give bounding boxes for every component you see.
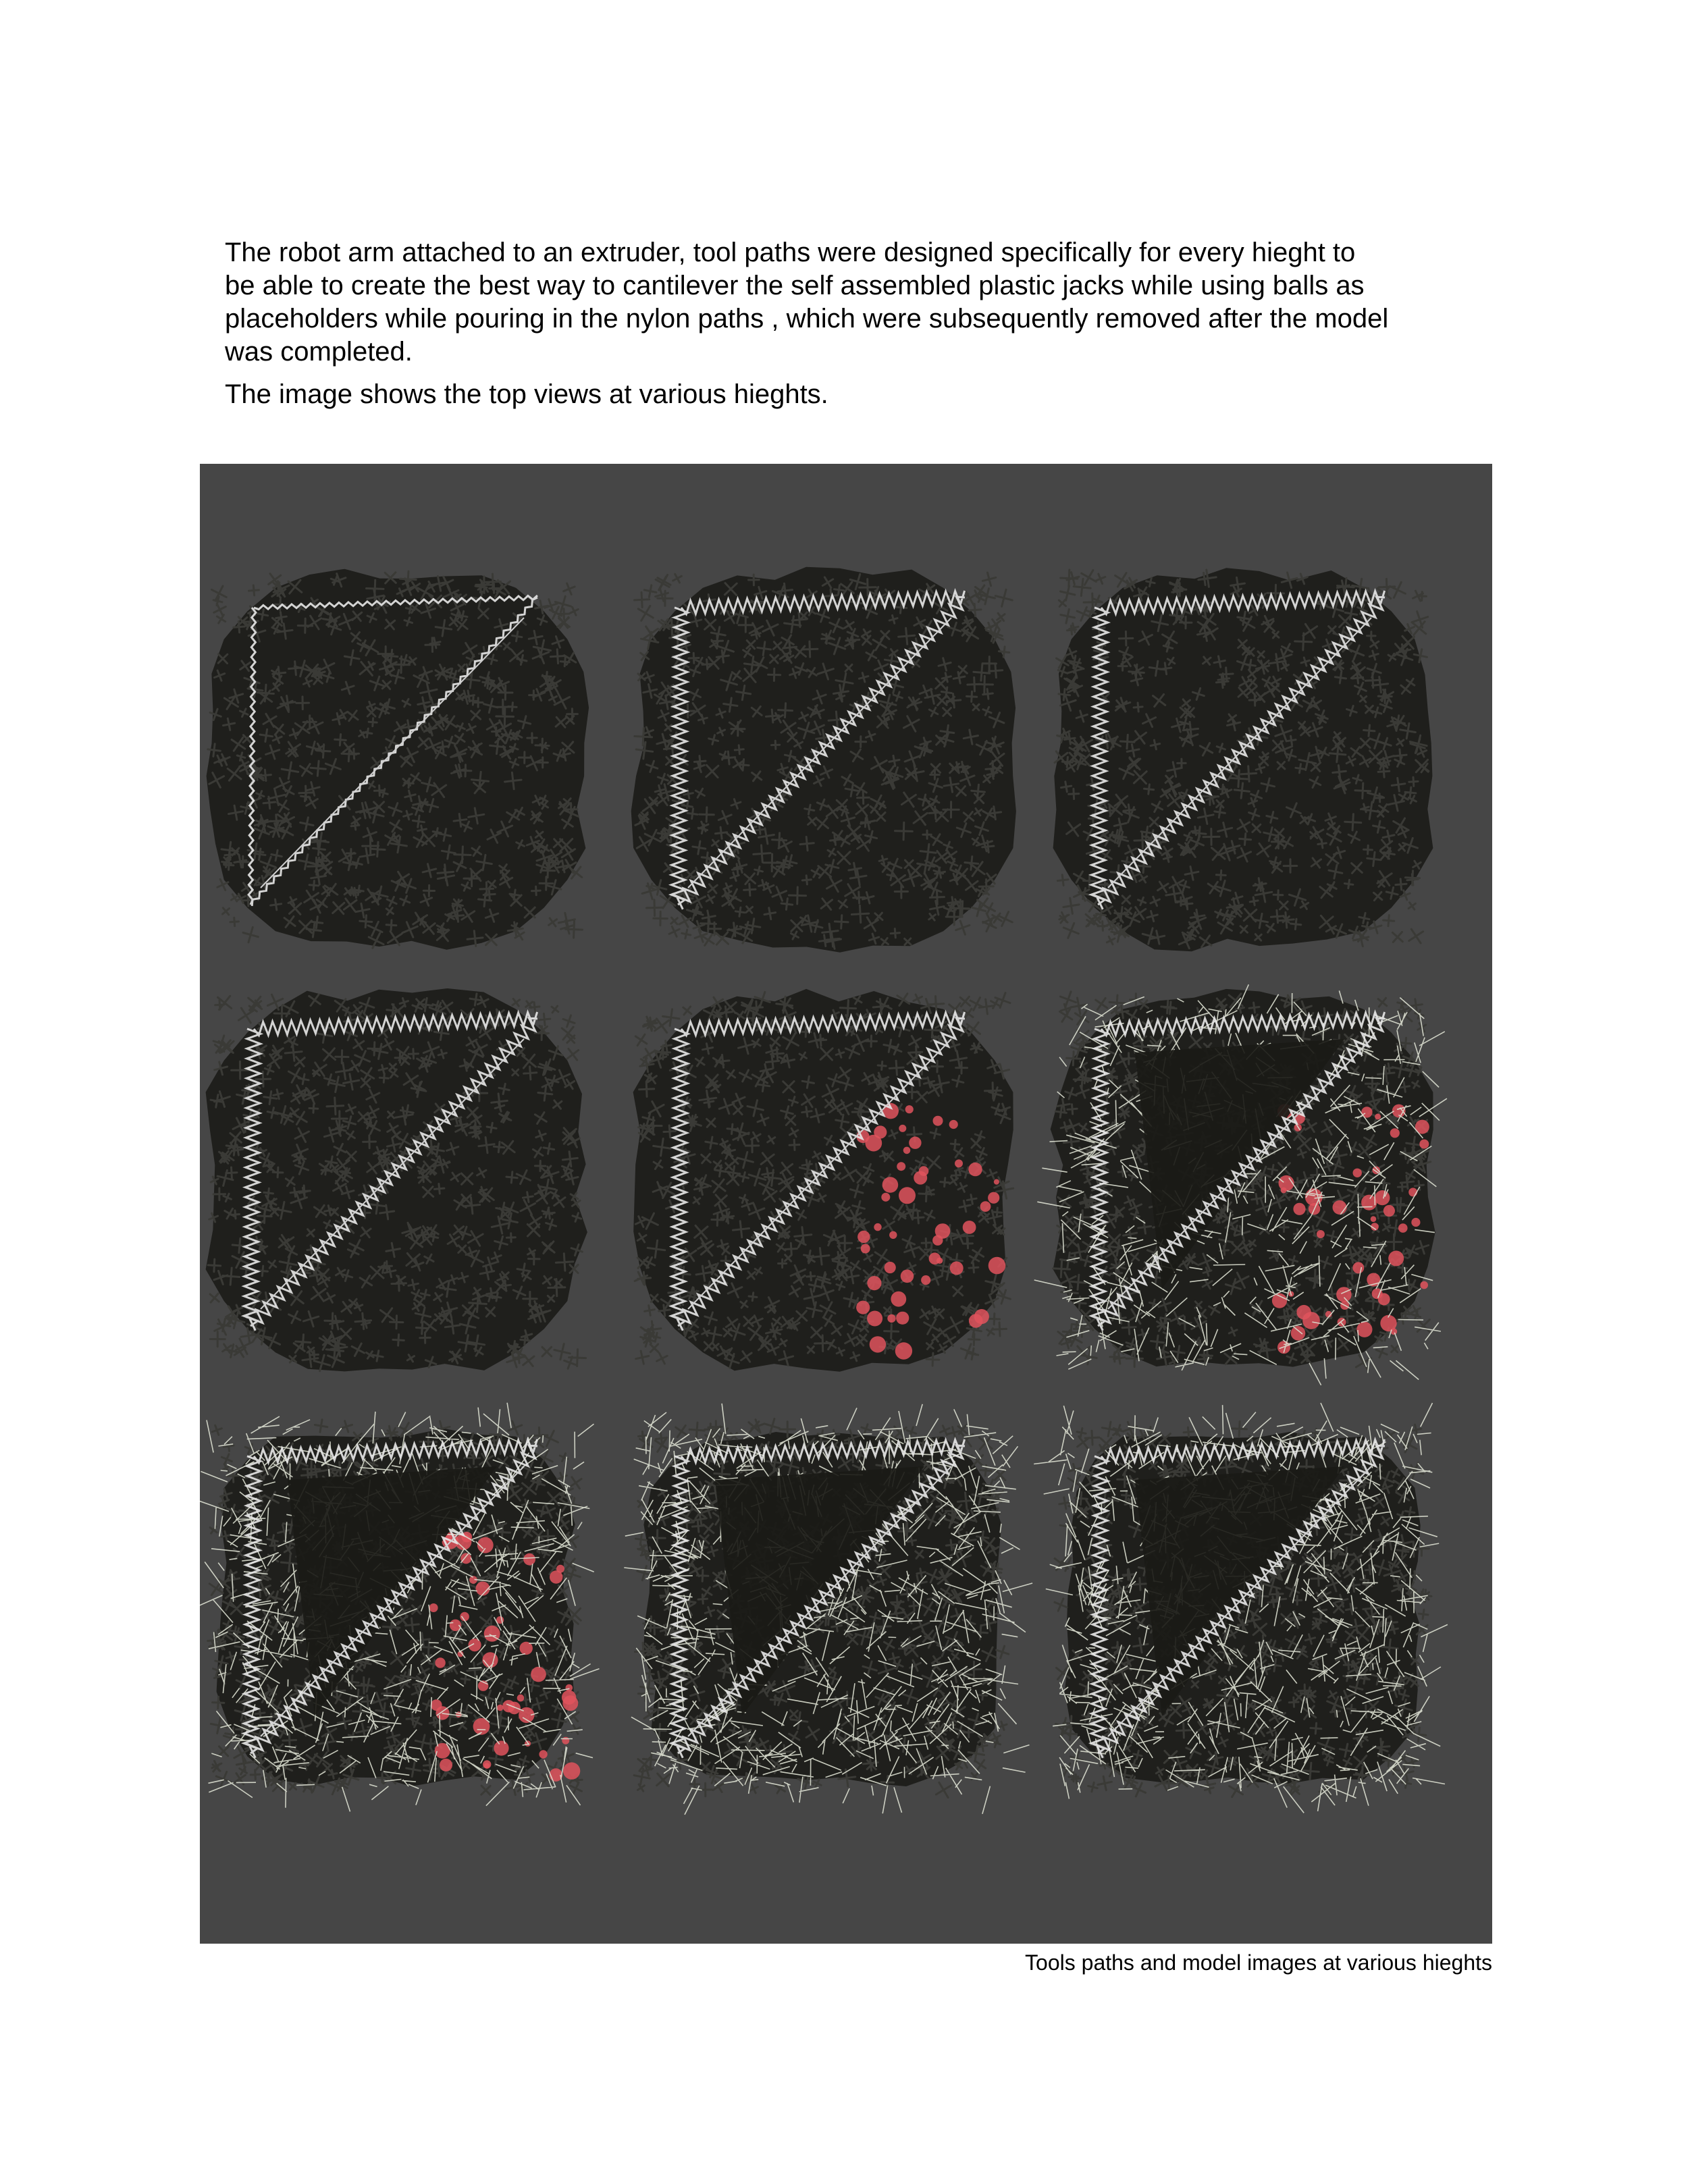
top-view-3 [1053, 568, 1433, 951]
top-view-9 [1034, 1403, 1448, 1813]
top-view-7 [200, 1403, 599, 1812]
intro-text [225, 236, 1481, 411]
figure-caption: Tools paths and model images at various hieghts [1025, 1950, 1492, 1975]
top-view-1 [207, 569, 589, 950]
top-view-5 [633, 989, 1013, 1372]
top-view-4 [206, 988, 587, 1371]
top-views-grid [200, 464, 1492, 1944]
top-view-8 [624, 1404, 1032, 1815]
top-view-6 [1034, 984, 1447, 1385]
figure-panel [200, 464, 1492, 1944]
top-view-2 [631, 567, 1016, 953]
intro-paragraph-2: The image shows the top views at various hieghts. [225, 379, 828, 409]
intro-paragraph-1: The robot arm attached to an extruder, tool paths were designed specifically for every hieght to be able to create the best way to cantilever the self assembled plastic jacks while using balls as placeholders while pouring in the nylon paths , which were subsequently removed after the model was completed. [225, 238, 1389, 367]
